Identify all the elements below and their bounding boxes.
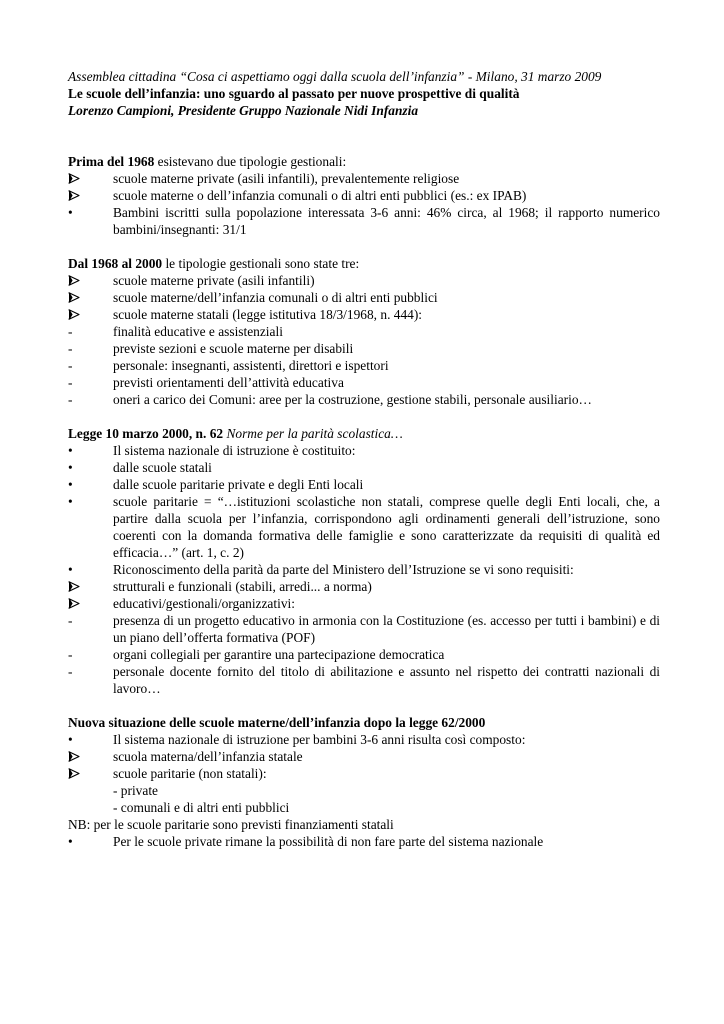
arrow-bullet-icon [68, 765, 113, 782]
section-heading [68, 153, 660, 170]
list-item-text: Bambini iscritti sulla popolazione interessata 3-6 anni: 46% circa, al 1968; il rapporto numerico bambini/insegnanti: 31/1 [113, 205, 660, 237]
list-item [68, 493, 660, 561]
list-item [68, 833, 660, 850]
list-item [68, 323, 660, 340]
list-item [68, 442, 660, 459]
arrow-bullet-icon [68, 578, 113, 595]
list-item-text: scuole paritarie = “…istituzioni scolastiche non statali, comprese quelle degli Enti locali, che, a partire dalla scuola per l’infanzia, corrispondono agli ordinamenti generali dell’istruzione, sono coerenti con la domanda formativa delle famiglie e sono caratterizzate da requisiti di qualità ed efficacia…” (art. 1, c. 2) [113, 494, 660, 560]
arrow-bullet-icon [68, 187, 113, 204]
list-item-text: scuole paritarie (non statali): [113, 766, 267, 781]
arrow-bullet-icon [68, 272, 113, 289]
bullet-icon: • [68, 477, 73, 492]
list-item [68, 782, 660, 799]
document-title: Le scuole dell’infanzia: uno sguardo al passato per nuove prospettive di qualità [68, 86, 520, 101]
list-item [68, 391, 660, 408]
list-item [68, 476, 660, 493]
dash-bullet: - [68, 341, 73, 356]
arrow-bullet-icon [68, 595, 113, 612]
list-item [68, 204, 660, 238]
section [68, 255, 660, 408]
arrow-bullet-icon [68, 170, 113, 187]
section-heading-bold: Prima del 1968 [68, 154, 155, 169]
list-item-text: dalle scuole paritarie private e degli Enti locali [113, 477, 364, 492]
section-heading-bold: Dal 1968 al 2000 [68, 256, 163, 271]
list-item-text: organi collegiali per garantire una partecipazione democratica [113, 647, 445, 662]
list-item [68, 612, 660, 646]
list-item-text: presenza di un progetto educativo in armonia con la Costituzione (es. accesso per tutti i bambini) e di un piano dell’offerta formativa (POF) [113, 613, 660, 645]
list-item-text: - comunali e di altri enti pubblici [113, 800, 290, 815]
bullet-icon: • [68, 732, 73, 747]
list-item [68, 595, 660, 612]
list-item [68, 578, 660, 595]
dash-bullet: - [68, 647, 73, 662]
section-heading-bold: Nuova situazione delle scuole materne/dell’infanzia dopo la legge 62/2000 [68, 715, 486, 730]
list-item-text: strutturali e funzionali (stabili, arredi... a norma) [113, 579, 372, 594]
bullet-icon: • [68, 834, 73, 849]
dash-bullet: - [68, 358, 73, 373]
dash-bullet: - [68, 664, 73, 679]
list-item [68, 374, 660, 391]
list-item-text: scuole materne private (asili infantili), prevalentemente religiose [113, 171, 460, 186]
list-item [68, 289, 660, 306]
list-item-text: Riconoscimento della parità da parte del Ministero dell’Istruzione se vi sono requisiti: [113, 562, 574, 577]
list-item [68, 306, 660, 323]
list-item-text: finalità educative e assistenziali [113, 324, 283, 339]
bullet-icon: • [68, 205, 73, 220]
list-item-text: - private [113, 783, 158, 798]
list-item-text: scuola materna/dell’infanzia statale [113, 749, 303, 764]
list-item [68, 663, 660, 697]
arrow-bullet-icon [68, 306, 113, 323]
arrow-bullet-icon [68, 748, 113, 765]
section-heading-text: le tipologie gestionali sono state tre: [162, 256, 360, 271]
list-item-text: educativi/gestionali/organizzativi: [113, 596, 295, 611]
list-item-text: Il sistema nazionale di istruzione per bambini 3-6 anni risulta così composto: [113, 732, 526, 747]
bullet-icon: • [68, 443, 73, 458]
event-line: Assemblea cittadina “Cosa ci aspettiamo oggi dalla scuola dell’infanzia” - Milano, 31 marzo 2009 [68, 69, 602, 84]
list-item-text: scuole materne statali (legge istitutiva 18/3/1968, n. 444): [113, 307, 423, 322]
document-page [68, 68, 660, 850]
bullet-icon: • [68, 494, 73, 509]
section-heading-text: esistevano due tipologie gestionali: [154, 154, 347, 169]
list-item-text: personale docente fornito del titolo di abilitazione e assunto nel rispetto dei contratti nazionali di lavoro… [113, 664, 660, 696]
list-item [68, 170, 660, 187]
list-item [68, 187, 660, 204]
list-item-text: previste sezioni e scuole materne per disabili [113, 341, 354, 356]
section-heading [68, 425, 660, 442]
section [68, 425, 660, 697]
section [68, 153, 660, 238]
section-heading [68, 714, 660, 731]
dash-bullet: - [68, 392, 73, 407]
list-item-text: personale: insegnanti, assistenti, direttori e ispettori [113, 358, 389, 373]
bullet-icon: • [68, 460, 73, 475]
document-body [68, 153, 660, 850]
arrow-bullet-icon [68, 289, 113, 306]
list-item [68, 561, 660, 578]
author-line: Lorenzo Campioni, Presidente Gruppo Nazionale Nidi Infanzia [68, 103, 419, 118]
section-heading-bold: Legge 10 marzo 2000, n. 62 [68, 426, 224, 441]
dash-bullet: - [68, 375, 73, 390]
list-item [68, 357, 660, 374]
list-item-text: dalle scuole statali [113, 460, 212, 475]
section-heading [68, 255, 660, 272]
list-item-text: scuole materne o dell’infanzia comunali o di altri enti pubblici (es.: ex IPAB) [113, 188, 527, 203]
dash-bullet: - [68, 613, 73, 628]
dash-bullet: - [68, 324, 73, 339]
list-item-text: Per le scuole private rimane la possibilità di non fare parte del sistema nazionale [113, 834, 544, 849]
list-item [68, 748, 660, 765]
list-item-text: oneri a carico dei Comuni: aree per la costruzione, gestione stabili, personale ausiliario… [113, 392, 592, 407]
list-item-text: previsti orientamenti dell’attività educativa [113, 375, 344, 390]
section [68, 714, 660, 850]
list-item [68, 340, 660, 357]
list-item [68, 646, 660, 663]
list-item-text: scuole materne/dell’infanzia comunali o di altri enti pubblici [113, 290, 438, 305]
list-item-text: scuole materne private (asili infantili) [113, 273, 315, 288]
list-item [68, 731, 660, 748]
note-line: NB: per le scuole paritarie sono previsti finanziamenti statali [68, 817, 394, 832]
list-item [68, 459, 660, 476]
list-item [68, 799, 660, 816]
list-item [68, 765, 660, 782]
section-heading-italic: Norme per la parità scolastica… [226, 426, 403, 441]
list-item-text: Il sistema nazionale di istruzione è costituito: [113, 443, 356, 458]
list-item [68, 272, 660, 289]
bullet-icon: • [68, 562, 73, 577]
